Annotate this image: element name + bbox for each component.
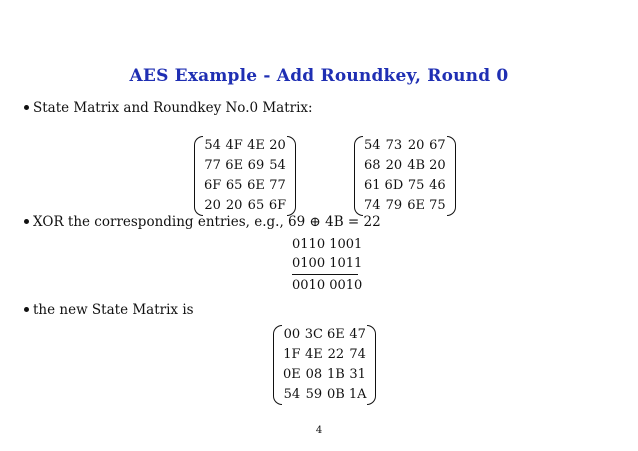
xor-operand-2: 0100 1011 bbox=[292, 256, 363, 271]
matrix-cell: 54 bbox=[283, 387, 301, 402]
matrix-cell: 65 bbox=[247, 198, 265, 213]
matrix-row bbox=[281, 365, 368, 385]
matrix-cell: 54 bbox=[269, 158, 286, 173]
matrix-cell: 20 bbox=[269, 138, 286, 153]
matrix-cell: 6E bbox=[247, 178, 265, 193]
matrix-cell: 74 bbox=[349, 347, 366, 362]
matrix-cell: 75 bbox=[407, 178, 425, 193]
matrix-cell: 20 bbox=[385, 158, 403, 173]
matrix-cell: 47 bbox=[349, 327, 366, 342]
matrix-cell: 3C bbox=[304, 327, 323, 342]
bullet-state-and-roundkey bbox=[24, 100, 313, 116]
roundkey-matrix bbox=[354, 136, 456, 216]
matrix-cell: 4E bbox=[304, 347, 323, 362]
page-number: 4 bbox=[315, 425, 323, 436]
matrix-cell: 73 bbox=[385, 138, 403, 153]
matrix-row bbox=[281, 385, 368, 405]
matrix-cell: 54 bbox=[364, 138, 381, 153]
xor-operand-1: 0110 1001 bbox=[292, 237, 363, 252]
bullet-dot bbox=[24, 219, 29, 224]
bullet-text: State Matrix and Roundkey No.0 Matrix: bbox=[33, 100, 313, 116]
matrix-cell: 1A bbox=[348, 387, 367, 402]
matrix-cell: 6E bbox=[225, 158, 244, 173]
matrix-cell: 20 bbox=[225, 198, 243, 213]
matrix-cell: 4F bbox=[225, 138, 243, 153]
matrix-cell: 77 bbox=[269, 178, 286, 193]
bullet-dot bbox=[24, 307, 29, 312]
matrix-cell: 1B bbox=[326, 367, 345, 382]
matrix-row bbox=[362, 156, 448, 176]
matrix-cell: 20 bbox=[429, 158, 446, 173]
matrix-row bbox=[202, 196, 288, 216]
matrix-row bbox=[202, 136, 288, 156]
matrix-cell: 79 bbox=[385, 198, 403, 213]
matrix-cell: 1F bbox=[283, 347, 301, 362]
matrix-cell: 67 bbox=[429, 138, 446, 153]
bullet-xor bbox=[24, 214, 381, 230]
matrix-cell: 22 bbox=[327, 347, 345, 362]
matrix-cell: 08 bbox=[305, 367, 323, 382]
matrix-row bbox=[362, 196, 448, 216]
xor-divider bbox=[292, 274, 358, 275]
matrix-cell: 59 bbox=[305, 387, 323, 402]
matrix-cell: 6D bbox=[384, 178, 404, 193]
matrix-cell: 4B bbox=[407, 158, 426, 173]
bullet-text: the new State Matrix is bbox=[33, 302, 194, 318]
matrix-cell: 46 bbox=[429, 178, 446, 193]
matrix-row bbox=[281, 345, 368, 365]
matrix-cell: 20 bbox=[204, 198, 221, 213]
state-matrix bbox=[194, 136, 296, 216]
matrix-row bbox=[362, 176, 448, 196]
matrix-cell: 68 bbox=[364, 158, 381, 173]
matrix-cell: 6E bbox=[407, 198, 426, 213]
matrix-cell: 61 bbox=[364, 178, 381, 193]
matrix-cell: 6F bbox=[268, 198, 287, 213]
bullet-dot bbox=[24, 105, 29, 110]
matrix-cell: 0B bbox=[326, 387, 345, 402]
matrix-row bbox=[202, 156, 288, 176]
matrix-cell: 31 bbox=[349, 367, 366, 382]
matrix-cell: 6E bbox=[327, 327, 345, 342]
matrix-cell: 77 bbox=[204, 158, 221, 173]
matrix-cell: 65 bbox=[225, 178, 243, 193]
matrix-cell: 74 bbox=[364, 198, 381, 213]
bullet-text: XOR the corresponding entries, e.g., 69 ⊕ 4B = 22 bbox=[33, 214, 381, 230]
matrix-cell: 54 bbox=[204, 138, 221, 153]
new-state-matrix bbox=[273, 325, 376, 405]
matrix-cell: 6F bbox=[204, 178, 222, 193]
matrix-cell: 00 bbox=[283, 327, 301, 342]
matrix-cell: 75 bbox=[429, 198, 446, 213]
slide-title: AES Example - Add Roundkey, Round 0 bbox=[129, 66, 509, 86]
matrix-row bbox=[281, 325, 368, 345]
xor-result: 0010 0010 bbox=[292, 278, 363, 293]
matrix-row bbox=[202, 176, 288, 196]
matrix-cell: 20 bbox=[407, 138, 425, 153]
bullet-new-state bbox=[24, 302, 194, 318]
xor-computation bbox=[292, 235, 362, 295]
matrix-cell: 0E bbox=[283, 367, 301, 382]
matrix-cell: 69 bbox=[247, 158, 265, 173]
matrix-row bbox=[362, 136, 448, 156]
matrix-cell: 4E bbox=[247, 138, 265, 153]
